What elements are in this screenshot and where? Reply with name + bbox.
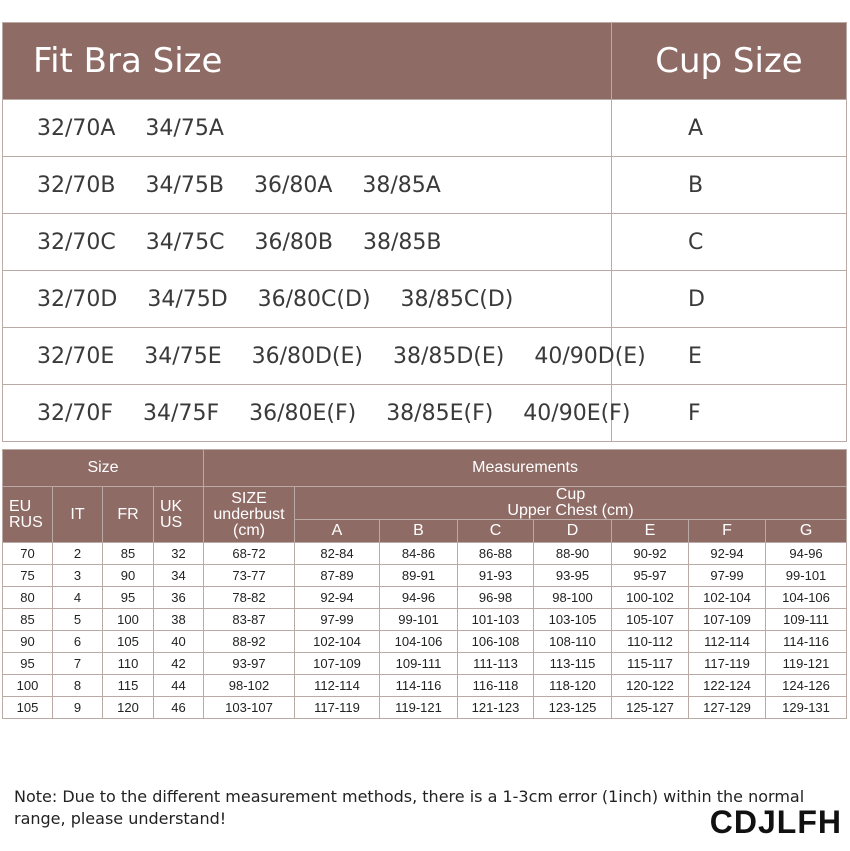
measurement-row [3,697,847,719]
measurement-cell: 99-101 [766,565,847,587]
measurement-row [3,609,847,631]
measurement-cell: 114-116 [380,675,458,697]
measurement-table [2,449,847,719]
measurement-note: Note: Due to the different measurement methods, there is a 1-3cm error (1inch) within the normal range, please understand! [14,787,805,828]
measurement-cell: 99-101 [380,609,458,631]
measurement-cell: 95 [103,587,154,609]
measurement-cell: 70 [3,543,53,565]
measurement-cell: 119-121 [380,697,458,719]
it-header: IT [53,487,103,543]
measurement-cell: 80 [3,587,53,609]
measurement-cell: 34 [154,565,204,587]
measurement-cell: 38 [154,609,204,631]
measurement-row [3,631,847,653]
measurement-cell: 95 [3,653,53,675]
measurement-cell: 107-109 [295,653,380,675]
measurement-row [3,653,847,675]
measurement-cell: 97-99 [689,565,766,587]
upper-chest-subtitle: Upper Chest (cm) [507,502,634,519]
measurement-cell: 94-96 [766,543,847,565]
fit-sizes-cell: 32/70C 34/75C 36/80B 38/85B [3,214,612,271]
measurement-cell: 120 [103,697,154,719]
cup-letter-header: A [295,520,380,543]
measurement-cell: 114-116 [766,631,847,653]
fit-table-row [3,157,847,214]
cup-letter-header: G [766,520,847,543]
measurement-cell: 122-124 [689,675,766,697]
measurement-cell: 109-111 [766,609,847,631]
measurement-cell: 104-106 [766,587,847,609]
fit-table-row [3,214,847,271]
fit-sizes-cell: 32/70F 34/75F 36/80E(F) 38/85E(F) 40/90E(F) [3,385,612,442]
cup-size-header: Cup Size [612,23,847,100]
measurement-cell: 113-115 [534,653,612,675]
measurement-cell: 112-114 [689,631,766,653]
measurement-cell: 75 [3,565,53,587]
measurement-cell: 3 [53,565,103,587]
cup-size-cell: F [612,385,847,442]
measurement-cell: 103-107 [204,697,295,719]
measurement-cell: 104-106 [380,631,458,653]
measurement-cell: 86-88 [458,543,534,565]
measurement-cell: 32 [154,543,204,565]
measurement-cell: 105 [103,631,154,653]
measurement-cell: 96-98 [458,587,534,609]
brand-logo: CDJLFH [709,804,842,840]
measurement-cell: 2 [53,543,103,565]
measurement-cell: 83-87 [204,609,295,631]
measurement-subheader-row [3,487,847,520]
fit-sizes-cell: 32/70E 34/75E 36/80D(E) 38/85D(E) 40/90D(E) [3,328,612,385]
measurement-cell: 40 [154,631,204,653]
measurement-cell: 90 [103,565,154,587]
measurement-cell: 109-111 [380,653,458,675]
measurement-cell: 127-129 [689,697,766,719]
measurement-cell: 129-131 [766,697,847,719]
fr-header: FR [103,487,154,543]
measurement-cell: 105-107 [612,609,689,631]
measurement-cell: 7 [53,653,103,675]
measurement-cell: 91-93 [458,565,534,587]
measurement-cell: 87-89 [295,565,380,587]
measurement-cell: 98-100 [534,587,612,609]
fit-table-row [3,328,847,385]
measurement-cell: 118-120 [534,675,612,697]
measurement-cell: 119-121 [766,653,847,675]
size-group-header: Size [3,450,204,487]
measurement-cell: 124-126 [766,675,847,697]
measurement-cell: 105 [3,697,53,719]
cup-size-cell: D [612,271,847,328]
measurement-cell: 90-92 [612,543,689,565]
fit-bra-size-header: Fit Bra Size [3,23,612,100]
measurement-cell: 46 [154,697,204,719]
measurement-row [3,587,847,609]
measurement-cell: 120-122 [612,675,689,697]
cup-letter-header: D [534,520,612,543]
cup-size-cell: C [612,214,847,271]
measurement-cell: 123-125 [534,697,612,719]
measurement-cell: 9 [53,697,103,719]
measurement-cell: 115 [103,675,154,697]
fit-bra-size-table [2,22,847,442]
eu-rus-header: EU RUS [3,487,53,543]
cup-size-cell: B [612,157,847,214]
measurement-cell: 84-86 [380,543,458,565]
fit-table-row [3,100,847,157]
measurement-cell: 88-92 [204,631,295,653]
measurement-cell: 8 [53,675,103,697]
cup-upper-chest-header [295,487,847,520]
fit-table-header [3,23,847,100]
measurement-cell: 111-113 [458,653,534,675]
measurement-cell: 108-110 [534,631,612,653]
measurement-cell: 103-105 [534,609,612,631]
underbust-header: SIZE underbust (cm) [204,487,295,543]
measurement-cell: 107-109 [689,609,766,631]
measurement-cell: 100 [3,675,53,697]
measurement-cell: 82-84 [295,543,380,565]
measurement-cell: 36 [154,587,204,609]
measurement-cell: 73-77 [204,565,295,587]
measurement-cell: 94-96 [380,587,458,609]
measurement-cell: 112-114 [295,675,380,697]
fit-table-row [3,385,847,442]
measurement-cell: 102-104 [689,587,766,609]
fit-sizes-cell: 32/70A 34/75A [3,100,612,157]
measurement-cell: 93-97 [204,653,295,675]
measurement-cell: 115-117 [612,653,689,675]
measurement-group-header-row [3,450,847,487]
cup-size-cell: A [612,100,847,157]
measurement-row [3,543,847,565]
cup-letter-header: E [612,520,689,543]
cup-letter-header: C [458,520,534,543]
measurement-cell: 110-112 [612,631,689,653]
measurement-cell: 6 [53,631,103,653]
fit-sizes-cell: 32/70D 34/75D 36/80C(D) 38/85C(D) [3,271,612,328]
measurement-cell: 85 [103,543,154,565]
measurement-cell: 4 [53,587,103,609]
measurement-cell: 93-95 [534,565,612,587]
measurement-cell: 125-127 [612,697,689,719]
measurement-cell: 98-102 [204,675,295,697]
measurement-cell: 101-103 [458,609,534,631]
measurement-cell: 88-90 [534,543,612,565]
measurement-cell: 116-118 [458,675,534,697]
fit-sizes-cell: 32/70B 34/75B 36/80A 38/85A [3,157,612,214]
measurement-cell: 110 [103,653,154,675]
measurement-cell: 100 [103,609,154,631]
measurement-cell: 95-97 [612,565,689,587]
measurement-cell: 117-119 [295,697,380,719]
measurement-cell: 5 [53,609,103,631]
measurement-cell: 89-91 [380,565,458,587]
cup-letter-header: B [380,520,458,543]
measurement-cell: 42 [154,653,204,675]
measurement-cell: 90 [3,631,53,653]
measurement-cell: 100-102 [612,587,689,609]
measurement-cell: 92-94 [689,543,766,565]
measurement-cell: 117-119 [689,653,766,675]
cup-size-cell: E [612,328,847,385]
fit-table-row [3,271,847,328]
measurement-cell: 92-94 [295,587,380,609]
measurement-row [3,565,847,587]
cup-title: Cup [555,486,586,503]
measurement-cell: 85 [3,609,53,631]
measurement-cell: 102-104 [295,631,380,653]
measurement-row [3,675,847,697]
measurement-cell: 97-99 [295,609,380,631]
measurement-cell: 121-123 [458,697,534,719]
cup-letter-header: F [689,520,766,543]
measurement-cell: 44 [154,675,204,697]
measurement-cell: 68-72 [204,543,295,565]
measurements-group-header: Measurements [204,450,847,487]
measurement-cell: 106-108 [458,631,534,653]
uk-us-header: UK US [154,487,204,543]
measurement-cell: 78-82 [204,587,295,609]
